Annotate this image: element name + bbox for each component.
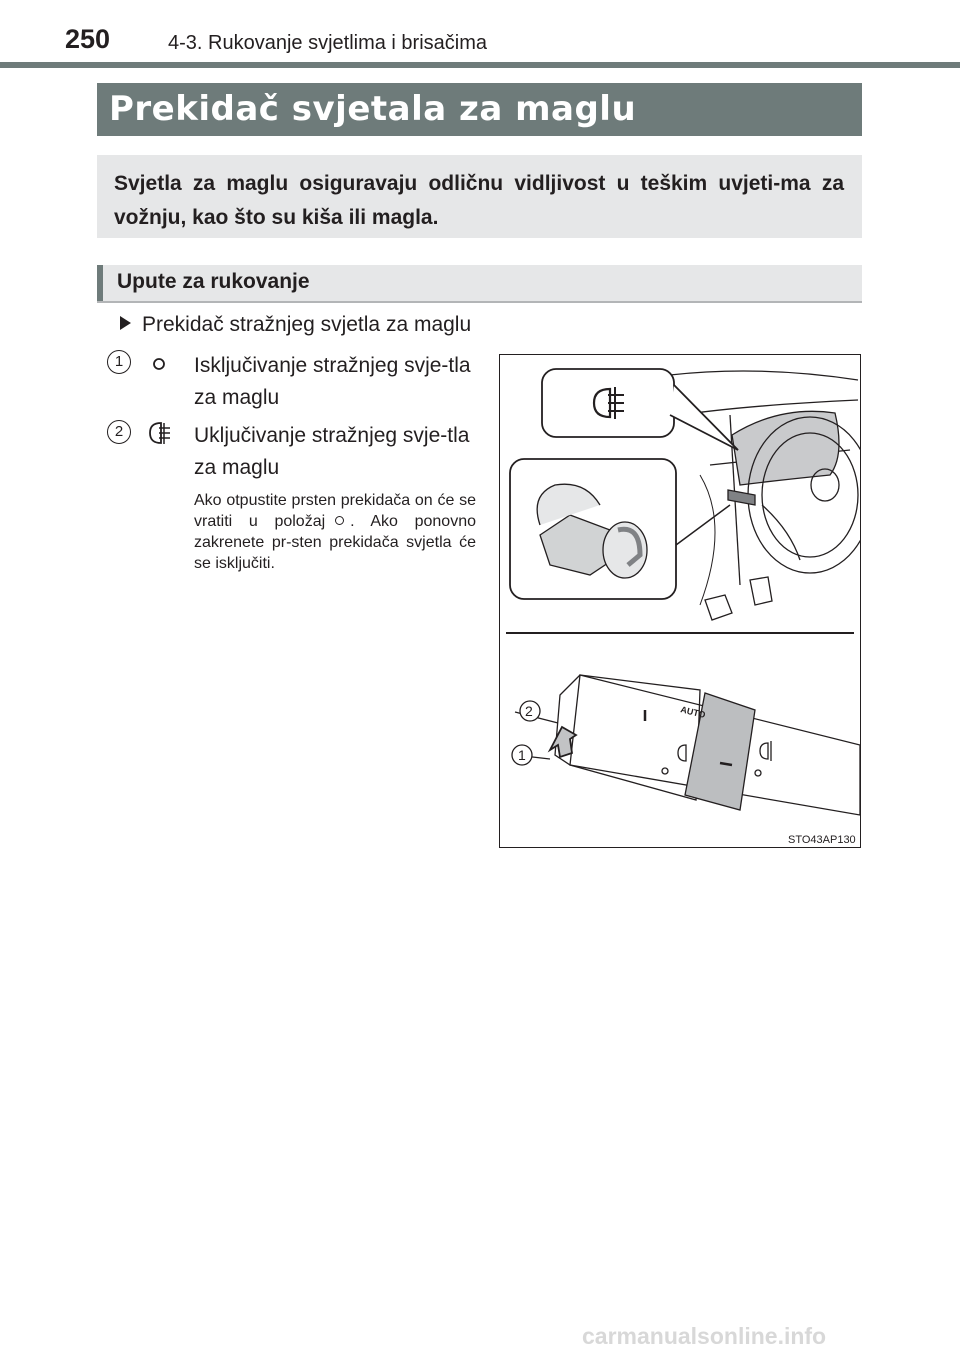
switch-label-auto: AUTO	[679, 704, 707, 721]
intro-text: Svjetla za maglu osiguravaju odličnu vidljivost u teškim uvjeti-ma za vožnju, kao što su kiša ili magla.	[114, 172, 844, 229]
illustration-drawing	[500, 355, 860, 847]
section-accent	[97, 265, 103, 301]
header-divider	[0, 62, 960, 68]
chapter-title: 4-3. Rukovanje svjetlima i brisačima	[168, 32, 488, 54]
watermark: carmanualsonline.info	[582, 1323, 827, 1349]
page-title: Prekidač svjetala za maglu	[109, 89, 637, 129]
intro-box	[97, 155, 862, 238]
note-part-1: Ako otpustite prsten prekidača on će se vratiti u položaj	[194, 492, 476, 530]
figure-code: STO43AP130	[788, 834, 856, 846]
triangle-bullet-icon	[120, 316, 131, 330]
fog-light-switch-illustration	[499, 354, 861, 848]
note-text	[194, 490, 476, 574]
item-number-1: 1	[107, 350, 131, 374]
item-2-text: Uključivanje stražnjeg svje-tla za maglu	[194, 424, 470, 479]
callout-1: 1	[518, 747, 526, 763]
title-bar	[97, 83, 862, 136]
switch-off-o-icon	[152, 357, 166, 371]
callout-2: 2	[525, 703, 533, 719]
subheading-label: Prekidač stražnjeg svjetla za maglu	[142, 313, 472, 336]
switch-off-o-icon-inline	[335, 516, 344, 525]
section-heading-label: Upute za rukovanje	[117, 270, 310, 293]
item-number-2: 2	[107, 420, 131, 444]
page-number: 250	[65, 24, 111, 54]
section-heading	[97, 265, 862, 303]
rear-fog-light-icon	[146, 420, 180, 446]
note-part-2: . Ako ponovno zakrenete pr-sten prekidača svjetla će se isključiti.	[194, 513, 476, 572]
subheading	[120, 313, 471, 337]
item-1-text: Isključivanje stražnjeg svje-tla za maglu	[194, 354, 471, 409]
